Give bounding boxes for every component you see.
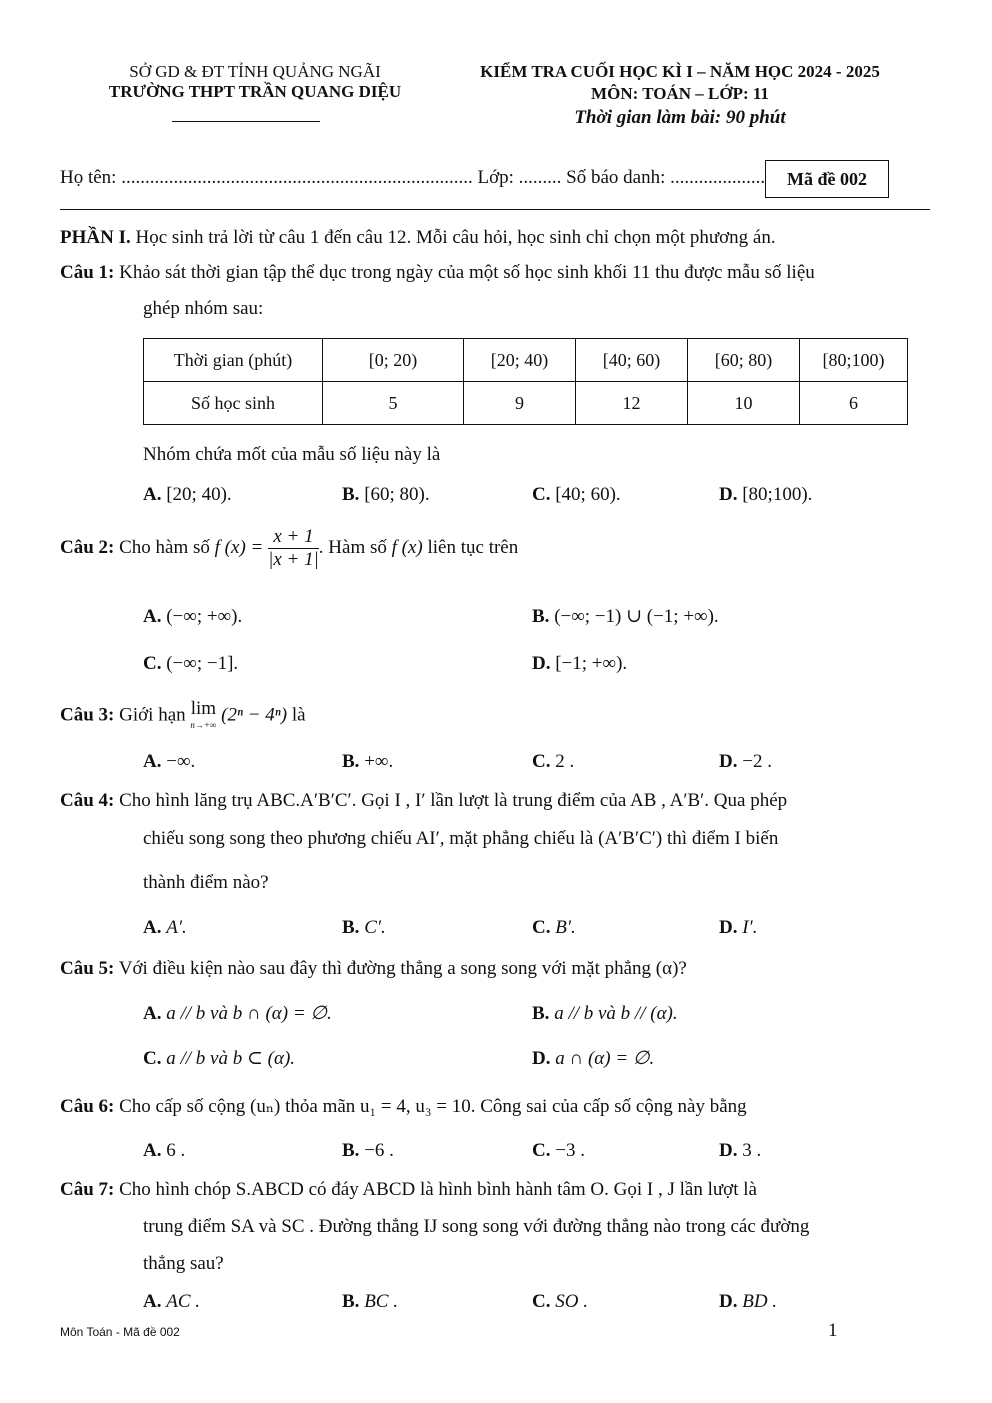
table-cell: 9 [464, 382, 576, 425]
q5-stem: Với điều kiện nào sau đây thì đường thẳng a song song với mặt phẳng (α)? [114, 958, 687, 979]
q3-option-d[interactable] [719, 748, 772, 776]
q6-stem: Cho cấp số cộng (uₙ) thỏa mãn u₁ = 4, u₃ = 10. Công sai của cấp số cộng này bằng [114, 1096, 747, 1117]
q3-lim-word: lim [190, 698, 217, 719]
q3-option-a[interactable] [143, 748, 195, 776]
table-cell: 10 [688, 382, 800, 425]
q2-stem-b: . Hàm số [318, 536, 392, 558]
q5-option-d[interactable] [532, 1045, 654, 1073]
q3-option-c[interactable] [532, 748, 574, 776]
option-text: I′. [742, 917, 758, 938]
q2-denominator: |x + 1| [268, 549, 319, 570]
option-label: B. [342, 484, 360, 505]
q2-stem-a: Cho hàm số [114, 536, 215, 558]
table-cell: [60; 80) [688, 339, 800, 382]
q1-option-b[interactable] [342, 481, 430, 509]
part1-label: PHẦN I. [60, 227, 131, 248]
q7-stem-3: thẳng sau? [143, 1253, 224, 1274]
option-text: [60; 80). [364, 484, 430, 505]
table-cell: [20; 40) [464, 339, 576, 382]
option-text: A′. [166, 917, 187, 938]
q1-frequency-table [143, 338, 908, 425]
q3-limit [190, 700, 216, 732]
option-text: [−1; +∞). [555, 653, 628, 674]
q2-option-b[interactable] [532, 603, 719, 631]
option-text: B′. [555, 917, 576, 938]
student-info-line: Họ tên: .......................................................................... Lớp: ......... Số báo danh: .................... [60, 167, 766, 188]
option-label: C. [143, 1048, 162, 1069]
q4-label: Câu 4: [60, 790, 115, 811]
option-label: A. [143, 1291, 162, 1312]
q2-option-a[interactable] [143, 603, 242, 631]
q1-prompt: Nhóm chứa mốt của mẫu số liệu này là [143, 444, 441, 465]
option-label: D. [532, 653, 551, 674]
option-label: A. [143, 484, 162, 505]
q6-label: Câu 6: [60, 1096, 115, 1117]
q2-label: Câu 2: [60, 536, 115, 558]
option-text: −2 . [742, 751, 772, 772]
q2-numerator: x + 1 [268, 526, 319, 549]
q5-option-a[interactable] [143, 1000, 332, 1028]
option-text: [40; 60). [555, 484, 621, 505]
table-cell: [40; 60) [576, 339, 688, 382]
header-divider-short [172, 121, 320, 122]
q2-option-c[interactable] [143, 650, 238, 678]
option-label: C. [532, 1140, 551, 1161]
option-label: C. [532, 751, 551, 772]
q2-text [60, 526, 935, 571]
footer-subject-code: Môn Toán - Mã đề 002 [60, 1325, 180, 1339]
option-label: A. [143, 751, 162, 772]
page-number: 1 [828, 1320, 838, 1341]
q7-label: Câu 7: [60, 1179, 115, 1200]
q4-stem-2: chiếu song song theo phương chiếu AI′, mặt phẳng chiếu là (A′B′C′) thì điểm I biến [143, 828, 779, 849]
option-text: BD . [742, 1291, 778, 1312]
q1-stem-1: Khảo sát thời gian tập thể dục trong ngày của một số học sinh khối 11 thu được mẫu số liệu [114, 262, 815, 283]
q4-option-d[interactable] [719, 914, 757, 942]
option-label: C. [532, 1291, 551, 1312]
table-row [144, 339, 908, 382]
table-cell: Số học sinh [144, 382, 323, 425]
option-label: B. [342, 1291, 360, 1312]
option-label: C. [532, 917, 551, 938]
option-text: 3 . [742, 1140, 762, 1161]
q3-stem-a: Giới hạn [114, 704, 191, 726]
part1-instruction [60, 224, 935, 252]
q2-option-d[interactable] [532, 650, 627, 678]
table-cell: [80;100) [800, 339, 908, 382]
option-label: A. [143, 1140, 162, 1161]
q3-option-b[interactable] [342, 748, 393, 776]
option-text: SO . [555, 1291, 588, 1312]
option-text: −3 . [555, 1140, 585, 1161]
q4-stem-3: thành điểm nào? [143, 872, 269, 893]
option-text: (−∞; −1) ∪ (−1; +∞). [554, 606, 719, 627]
q1-option-a[interactable] [143, 481, 232, 509]
department-name: SỞ GD & ĐT TỈNH QUẢNG NGÃI [129, 62, 381, 81]
option-text: a // b và b ∩ (α) = ∅. [166, 1003, 332, 1024]
option-label: D. [719, 751, 738, 772]
option-label: A. [143, 606, 162, 627]
option-label: A. [143, 1003, 162, 1024]
q7-text [60, 1176, 935, 1204]
q3-text [60, 700, 935, 732]
q4-text [60, 787, 935, 815]
option-label: C. [143, 653, 162, 674]
q6-option-a[interactable] [143, 1137, 185, 1165]
option-label: D. [719, 1291, 738, 1312]
option-label: B. [342, 917, 360, 938]
table-cell: 6 [800, 382, 908, 425]
option-label: B. [532, 1003, 550, 1024]
option-text: [80;100). [742, 484, 813, 505]
q5-text [60, 955, 935, 983]
table-cell: [0; 20) [323, 339, 464, 382]
table-cell: Thời gian (phút) [144, 339, 323, 382]
q7-option-a[interactable] [143, 1288, 200, 1316]
q4-option-b[interactable] [342, 914, 386, 942]
q1-label: Câu 1: [60, 262, 115, 283]
q2-fx: f (x) = [214, 536, 264, 558]
option-text: 2 . [555, 751, 575, 772]
option-text: +∞. [364, 751, 394, 772]
school-name: TRƯỜNG THPT TRẦN QUANG DIỆU [108, 82, 402, 101]
option-text: −∞. [166, 751, 196, 772]
q4-stem-1: Cho hình lăng trụ ABC.A′B′C′. Gọi I , I′ lần lượt là trung điểm của AB , A′B′. Qua phép [114, 790, 788, 811]
q6-option-b[interactable] [342, 1137, 394, 1165]
q6-text [60, 1093, 935, 1121]
option-text: (−∞; −1]. [166, 653, 239, 674]
option-label: C. [532, 484, 551, 505]
q3-expression: (2ⁿ − 4ⁿ) [221, 704, 288, 726]
q1-option-d[interactable] [719, 481, 812, 509]
exam-title: KIỂM TRA CUỐI HỌC KÌ I – NĂM HỌC 2024 - 2025 [480, 62, 880, 81]
option-text: a // b và b ⊂ (α). [166, 1048, 296, 1069]
q6-option-c[interactable] [532, 1137, 585, 1165]
q7-option-d[interactable] [719, 1288, 777, 1316]
q5-option-c[interactable] [143, 1045, 295, 1073]
q5-option-b[interactable] [532, 1000, 678, 1028]
q7-stem-2: trung điểm SA và SC . Đường thẳng IJ song song với đường thẳng nào trong các đường [143, 1216, 810, 1237]
q2-stem-c: liên tục trên [422, 536, 519, 558]
option-text: C′. [364, 917, 386, 938]
option-label: B. [532, 606, 550, 627]
table-row [144, 382, 908, 425]
header-rule [60, 209, 930, 210]
table-cell: 5 [323, 382, 464, 425]
option-label: D. [719, 484, 738, 505]
exam-duration: Thời gian làm bài: 90 phút [574, 107, 786, 128]
option-text: BC . [364, 1291, 398, 1312]
q2-fraction [268, 526, 319, 571]
q7-stem-1: Cho hình chóp S.ABCD có đáy ABCD là hình bình hành tâm O. Gọi I , J lần lượt là [114, 1179, 757, 1200]
q6-option-d[interactable] [719, 1137, 761, 1165]
option-label: D. [719, 1140, 738, 1161]
table-cell: 12 [576, 382, 688, 425]
q2-fx2: f (x) [391, 536, 423, 558]
q3-label: Câu 3: [60, 704, 115, 726]
option-label: D. [719, 917, 738, 938]
q5-label: Câu 5: [60, 958, 115, 979]
option-text: [20; 40). [166, 484, 232, 505]
option-text: AC . [166, 1291, 201, 1312]
q1-stem-2: ghép nhóm sau: [143, 298, 264, 319]
exam-code-box [765, 160, 889, 198]
q7-option-b[interactable] [342, 1288, 398, 1316]
option-text: −6 . [364, 1140, 394, 1161]
q3-stem-b: là [287, 704, 306, 726]
option-text: 6 . [166, 1140, 186, 1161]
option-label: B. [342, 751, 360, 772]
q3-lim-sub: n→+∞ [190, 720, 217, 730]
part1-text: Học sinh trả lời từ câu 1 đến câu 12. Mỗi câu hỏi, học sinh chỉ chọn một phương án. [130, 227, 776, 248]
option-label: A. [143, 917, 162, 938]
q7-option-c[interactable] [532, 1288, 588, 1316]
option-label: D. [532, 1048, 551, 1069]
option-text: a // b và b // (α). [554, 1003, 678, 1024]
option-label: B. [342, 1140, 360, 1161]
exam-code: Mã đề 002 [787, 168, 867, 189]
option-text: a ∩ (α) = ∅. [555, 1048, 655, 1069]
subject-grade: MÔN: TOÁN – LỚP: 11 [591, 84, 769, 103]
q4-option-c[interactable] [532, 914, 576, 942]
q1-option-c[interactable] [532, 481, 621, 509]
q4-option-a[interactable] [143, 914, 187, 942]
option-text: (−∞; +∞). [166, 606, 243, 627]
q1-text [60, 259, 935, 287]
